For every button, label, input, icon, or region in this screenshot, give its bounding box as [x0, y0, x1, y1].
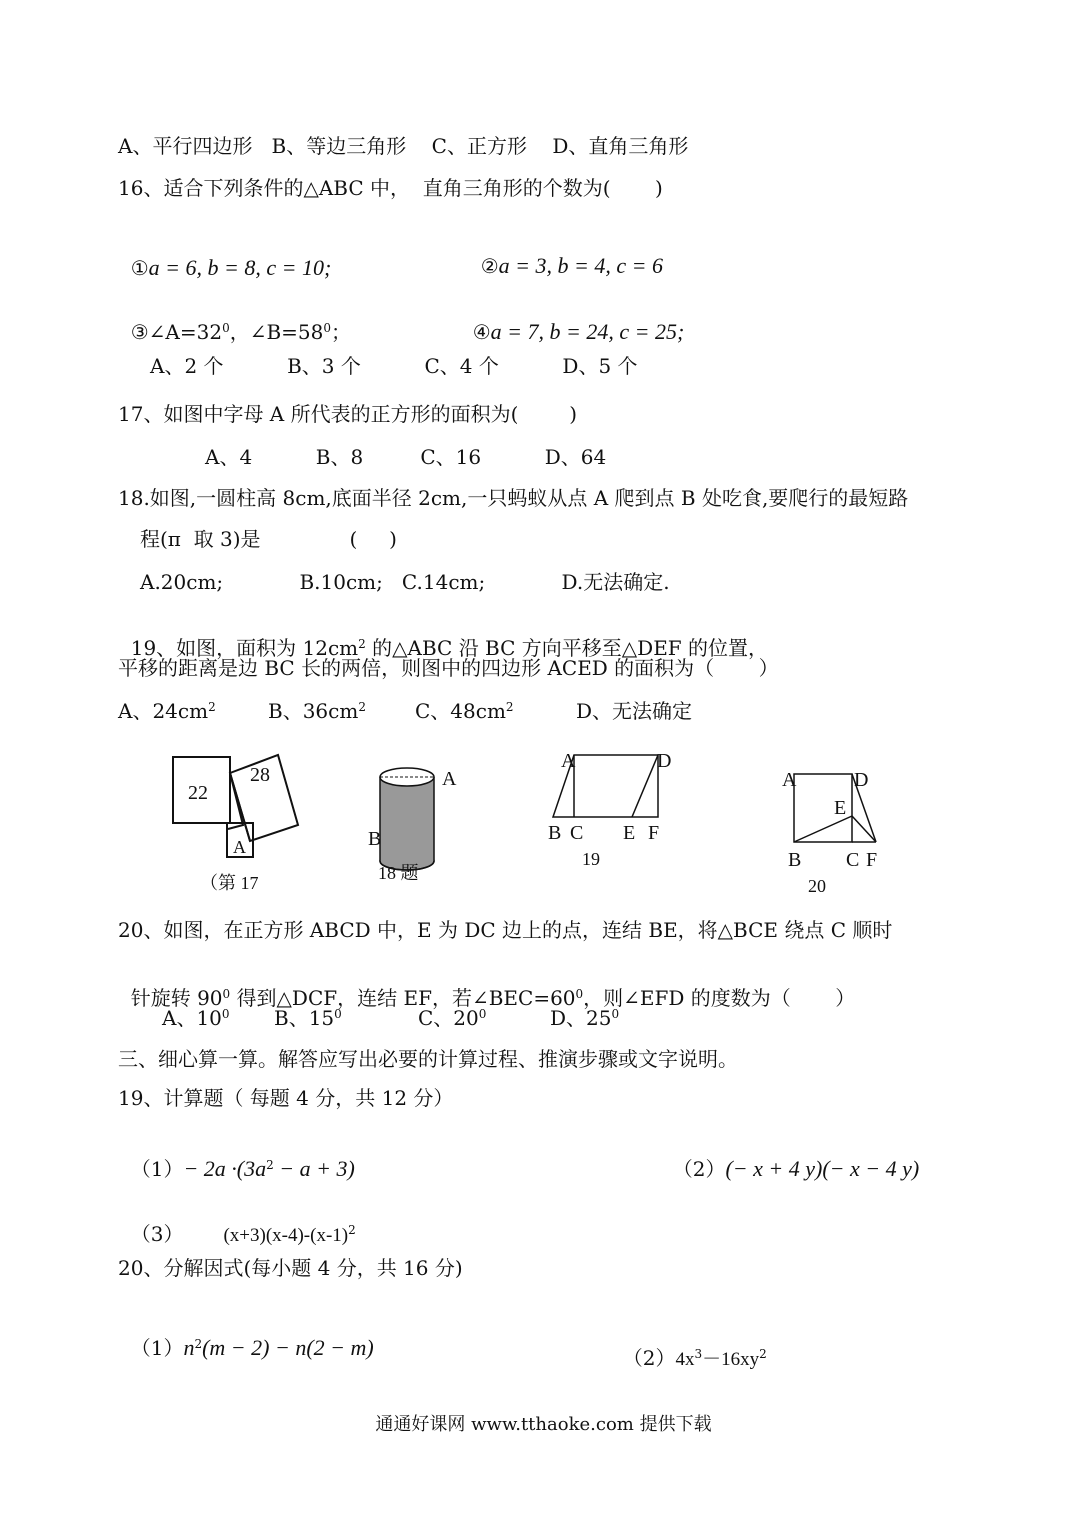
q20-stem-line2 — [118, 962, 855, 1010]
fig20-label-f: F — [866, 849, 878, 871]
factor2-label: （2） — [622, 1346, 676, 1370]
factor2-math-b: －16xy — [702, 1349, 760, 1370]
q16-c2-mark: ② — [480, 254, 499, 278]
q16-c4-math: a = 7, b = 24, c = 25; — [490, 319, 685, 344]
square-sup: 2 — [358, 637, 366, 651]
fig17-caption: （第 17 — [200, 873, 259, 893]
fig17-label-28: 28 — [250, 764, 270, 786]
degree-sup: 0 — [478, 1007, 487, 1021]
q18-options: A.20cm; B.10cm; C.14cm; D.无法确定. — [140, 570, 670, 594]
calc1-label: （1） — [130, 1157, 184, 1181]
q19-opt-c-text: C、48cm — [415, 699, 506, 723]
q19-option-d: D、无法确定 — [576, 699, 693, 723]
q20-stem2-a: 针旋转 90 — [130, 986, 223, 1010]
figure-19 — [540, 745, 680, 875]
fig19-label-f: F — [648, 822, 660, 844]
calc-3 — [118, 1198, 356, 1248]
calc1-math-a: − 2a ·(3a — [183, 1156, 267, 1181]
factor1-math-a: n — [183, 1335, 195, 1360]
cube-sup: 3 — [694, 1347, 703, 1361]
q19-stem-line1 — [118, 612, 768, 660]
q16-condition-1 — [118, 232, 331, 280]
q20-stem2-b: 得到△DCF，连结 EF，若∠BEC=60 — [230, 986, 576, 1010]
q20-option-d — [550, 1006, 619, 1030]
q20-option-a — [162, 1006, 230, 1030]
q20-opt-d-text: D、25 — [550, 1006, 612, 1030]
figure-18 — [360, 755, 470, 890]
fig17-label-22: 22 — [188, 782, 208, 804]
q20-opt-a-text: A、10 — [162, 1006, 222, 1030]
q19-opt-b-text: B、36cm — [268, 699, 359, 723]
fig20-caption: 20 — [808, 876, 826, 896]
q20-stem-line1: 20、如图，在正方形 ABCD 中，E 为 DC 边上的点，连结 BE，将△BCE 绕点 C 顺时 — [118, 918, 893, 942]
fig19-label-a: A — [561, 750, 576, 772]
fig19-label-e: E — [623, 822, 636, 844]
figure-20 — [780, 760, 900, 898]
q19-option-a — [118, 699, 216, 723]
factor-1 — [118, 1312, 374, 1360]
section-3-heading: 三、细心算一算。解答应写出必要的计算过程、推演步骤或文字说明。 — [118, 1047, 738, 1071]
q20-stem2-c: ，则∠EFD 的度数为（ ） — [583, 986, 856, 1010]
calc-2 — [660, 1133, 919, 1181]
q16-c1-math: a = 6, b = 8, c = 10; — [148, 255, 332, 280]
q16-c1-mark: ① — [130, 256, 149, 280]
q16-c3-angle-b: ，∠B=58 — [229, 320, 324, 344]
fig18-point-b: B — [368, 828, 382, 850]
fig20-ef — [852, 816, 876, 842]
degree-sup: 0 — [323, 321, 332, 335]
calc2-label: （2） — [672, 1157, 726, 1181]
fig17-hypotenuse — [230, 773, 250, 841]
calc3-label: （3） — [130, 1222, 184, 1246]
q19-option-c — [415, 699, 514, 723]
q16-options: A、2 个 B、3 个 C、4 个 D、5 个 — [150, 354, 638, 378]
factor-2 — [610, 1322, 767, 1372]
calc3-math: (x+3)(x-4)-(x-1) — [223, 1225, 349, 1246]
q16-c2-math: a = 3, b = 4, c = 6 — [498, 253, 663, 278]
fig20-label-b: B — [788, 849, 802, 871]
q16-c3-angle-a: ③∠A=32 — [130, 320, 223, 344]
q19-option-b — [268, 699, 366, 723]
fig19-label-c: C — [570, 822, 584, 844]
fig19-label-d: D — [657, 750, 672, 772]
degree-sup: 0 — [575, 987, 584, 1001]
q17-options: A、4 B、8 C、16 D、64 — [205, 445, 607, 469]
page-footer: 通通好课网 www.tthaoke.com 提供下载 — [375, 1414, 712, 1435]
q19-stem1-b: 的△ABC 沿 BC 方向平移至△DEF 的位置， — [365, 636, 769, 660]
fig18-caption: 18 题 — [378, 863, 419, 883]
fig19-caption: 19 — [582, 849, 600, 869]
square-sup: 2 — [358, 700, 366, 714]
factor-title: 20、分解因式(每小题 4 分，共 16 分) — [118, 1256, 463, 1280]
factor1-math-b: (m − 2) − n(2 − m) — [202, 1335, 374, 1360]
degree-sup: 0 — [334, 1007, 342, 1021]
q19-stem1-a: 19、如图，面积为 12cm — [130, 636, 359, 660]
q20-option-b — [274, 1006, 342, 1030]
degree-sup: 0 — [222, 987, 231, 1001]
q16-stem: 16、适合下列条件的△ABC 中， 直角三角形的个数为( ) — [118, 176, 663, 200]
calc-1 — [118, 1133, 355, 1181]
calc1-math-b: − a + 3) — [273, 1156, 355, 1181]
fig17-label-a: A — [233, 837, 246, 857]
factor2-math-a: 4x — [675, 1349, 695, 1370]
square-sup: 2 — [505, 700, 514, 714]
q20-option-c — [418, 1006, 486, 1030]
square-sup: 2 — [266, 1158, 274, 1172]
fig18-body-cover — [380, 777, 434, 861]
fig20-be — [794, 816, 852, 842]
q20-opt-c-text: C、20 — [418, 1006, 479, 1030]
q16-condition-2 — [468, 230, 663, 278]
q19-stem-line2: 平移的距离是边 BC 长的两倍，则图中的四边形 ACED 的面积为（ ） — [118, 656, 779, 680]
q20-opt-b-text: B、15 — [274, 1006, 335, 1030]
figure-17 — [160, 745, 310, 895]
q15-options: A、平行四边形 B、等边三角形 C、正方形 D、直角三角形 — [118, 134, 689, 158]
square-sup: 2 — [348, 1223, 356, 1237]
q16-c3-end: ； — [331, 320, 352, 344]
fig20-label-d: D — [854, 769, 869, 791]
calc-title: 19、计算题（ 每题 4 分，共 12 分） — [118, 1086, 454, 1110]
square-sup: 2 — [759, 1347, 767, 1361]
calc2-math: (− x + 4 y)(− x − 4 y) — [725, 1156, 920, 1181]
fig19-label-b: B — [548, 822, 562, 844]
fig19-de — [632, 755, 658, 817]
fig20-label-a: A — [782, 769, 797, 791]
q16-condition-3 — [118, 296, 351, 344]
fig18-point-a: A — [442, 768, 457, 790]
fig20-label-e: E — [834, 797, 847, 819]
fig20-label-c: C — [846, 849, 860, 871]
q19-opt-a-text: A、24cm — [118, 699, 209, 723]
q16-condition-4 — [460, 296, 684, 344]
square-sup: 2 — [208, 700, 216, 714]
square-sup: 2 — [194, 1337, 203, 1351]
degree-sup: 0 — [611, 1007, 620, 1021]
q17-stem: 17、如图中字母 A 所代表的正方形的面积为( ) — [118, 402, 578, 426]
factor1-label: （1） — [130, 1336, 184, 1360]
q18-stem-line2: 程(π 取 3)是 ( ) — [140, 527, 397, 551]
degree-sup: 0 — [222, 321, 230, 335]
q18-stem-line1: 18.如图,一圆柱高 8cm,底面半径 2cm,一只蚂蚁从点 A 爬到点 B 处吃食,要爬行的最短路 — [118, 486, 909, 510]
degree-sup: 0 — [221, 1007, 230, 1021]
q16-c4-mark: ④ — [472, 320, 491, 344]
